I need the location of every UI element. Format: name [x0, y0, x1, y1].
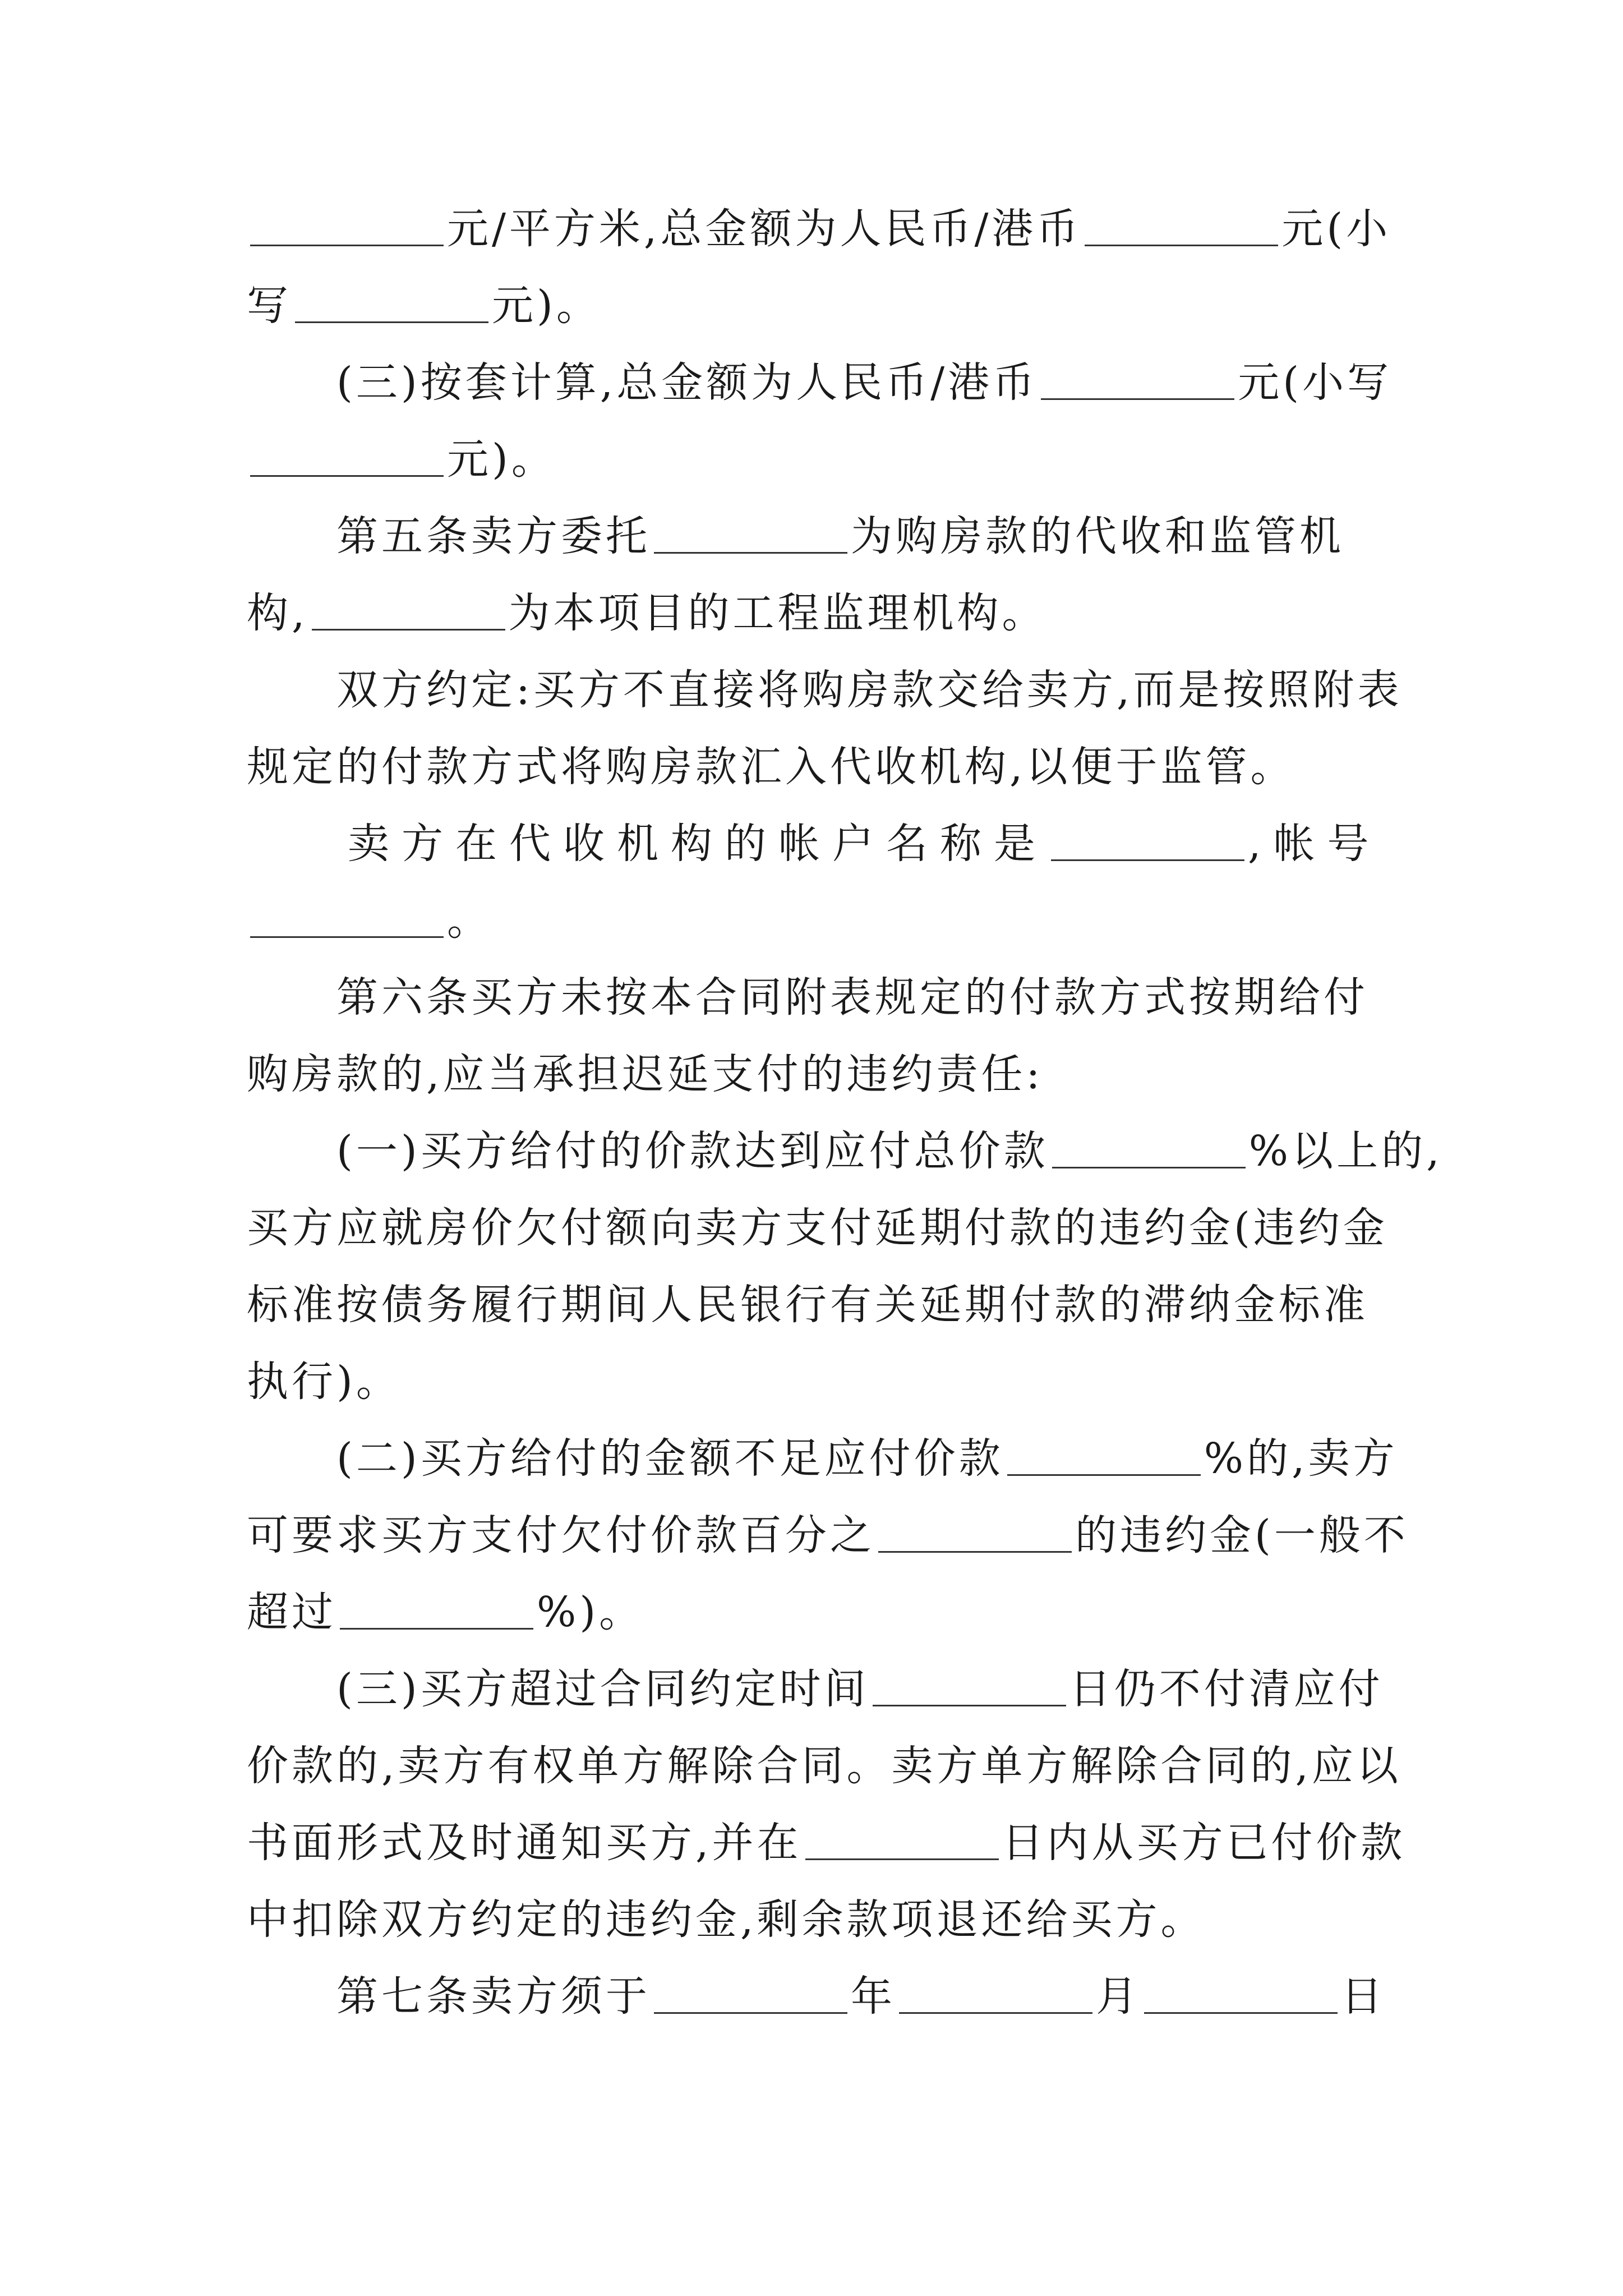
text-line: 中扣除双方约定的违约金,剩余款项退还给买方。: [247, 1895, 1206, 1944]
text-line: 标准按债务履行期间人民银行有关延期付款的滞纳金标准: [247, 1281, 1368, 1329]
text-line: [247, 1574, 1391, 1651]
fill-blank[interactable]: [805, 1819, 999, 1860]
text-line: [247, 1651, 1391, 1728]
text-segment: 第五条卖方委托: [336, 512, 651, 560]
paragraph-clause-2: [247, 1420, 1409, 1651]
text-segment: 月: [1096, 1972, 1141, 2021]
fill-blank[interactable]: [654, 513, 847, 554]
text-line: 购房款的,应当承担迟延支付的违约责任:: [247, 1050, 1044, 1098]
fill-blank[interactable]: [878, 1512, 1072, 1553]
text-segment: 元(小写: [1238, 358, 1393, 407]
fill-blank[interactable]: [654, 1973, 847, 2014]
text-line: [247, 498, 1391, 575]
text-line: [247, 575, 1391, 652]
text-line: [247, 421, 1391, 498]
text-segment: (三)买方超过合同约定时间: [336, 1665, 869, 1713]
text-line: 双方约定:买方不直接将购房款交给卖方,而是按照附表: [336, 666, 1403, 714]
text-segment: 元)。: [447, 435, 556, 484]
text-line: 价款的,卖方有权单方解除合同。卖方单方解除合同的,应以: [247, 1742, 1402, 1790]
fill-blank[interactable]: [1052, 1128, 1246, 1168]
text-segment: 可要求买方支付欠付价款百分之: [247, 1511, 875, 1559]
text-segment: %)。: [537, 1588, 644, 1636]
fill-blank[interactable]: [250, 205, 444, 246]
text-segment: 。: [447, 896, 492, 945]
text-segment: 日仍不付清应付: [1069, 1665, 1384, 1713]
text-segment: (二)买方给付的金额不足应付价款: [336, 1434, 1004, 1483]
fill-blank[interactable]: [340, 1589, 533, 1630]
text-segment: 构,: [247, 589, 308, 637]
text-line: [247, 191, 1391, 268]
text-segment: 元)。: [492, 282, 601, 330]
text-line: [247, 1420, 1398, 1497]
text-segment: 年: [851, 1972, 896, 2021]
fill-blank[interactable]: [1051, 820, 1244, 861]
text-segment: 为购房款的代收和监管机: [851, 512, 1344, 560]
text-segment: 写: [247, 282, 292, 330]
paragraph-clause-3: [247, 1651, 1406, 1958]
fill-blank[interactable]: [1085, 205, 1278, 246]
contract-text: [247, 191, 1443, 2035]
text-segment: 为本项目的工程监理机构。: [508, 589, 1047, 637]
text-segment: ,帐号: [1248, 820, 1381, 868]
fill-blank[interactable]: [899, 1973, 1092, 2014]
paragraph-price-per-sqm: [247, 191, 1391, 344]
text-line: [247, 268, 1391, 344]
fill-blank[interactable]: [295, 282, 488, 323]
text-line: [247, 344, 1391, 421]
text-segment: %的,卖方: [1204, 1434, 1398, 1483]
paragraph-article-7: [247, 1958, 1391, 2035]
paragraph-agreement: [247, 652, 1403, 806]
text-line: 第六条买方未按本合同附表规定的付款方式按期给付: [336, 973, 1368, 1022]
paragraph-per-unit: [247, 344, 1391, 498]
text-line: [247, 1497, 1409, 1574]
fill-blank[interactable]: [250, 436, 444, 477]
text-line: [247, 882, 1391, 959]
text-segment: 超过: [247, 1588, 336, 1636]
text-segment: (三)按套计算,总金额为人民币/港币: [336, 358, 1038, 407]
text-segment: 书面形式及时通知买方,并在: [247, 1819, 802, 1867]
paragraph-article-6: [247, 959, 1391, 1113]
paragraph-clause-1: [247, 1113, 1443, 1420]
text-line: [247, 1958, 1391, 2035]
text-line: [247, 1113, 1443, 1190]
text-segment: 的违约金(一般不: [1075, 1511, 1409, 1559]
text-segment: 元(小: [1281, 205, 1391, 253]
text-line: 执行)。: [247, 1358, 401, 1406]
text-line: 买方应就房价欠付额向卖方支付延期付款的违约金(违约金: [247, 1204, 1388, 1252]
fill-blank[interactable]: [250, 897, 444, 938]
fill-blank[interactable]: [873, 1665, 1066, 1706]
paragraph-article-5: [247, 498, 1391, 652]
text-segment: 卖方在代收机构的帐户名称是: [348, 820, 1048, 868]
text-line: 规定的付款方式将购房款汇入代收机构,以便于监管。: [247, 743, 1295, 791]
fill-blank[interactable]: [1007, 1435, 1201, 1476]
fill-blank[interactable]: [312, 590, 505, 631]
text-line: [247, 806, 1391, 882]
text-segment: 元/平方米,总金额为人民币/港币: [447, 205, 1082, 253]
fill-blank[interactable]: [1144, 1973, 1338, 2014]
paragraph-account: [247, 806, 1391, 959]
text-segment: %以上的,: [1248, 1127, 1443, 1175]
text-segment: (一)买方给付的价款达到应付总价款: [336, 1127, 1049, 1175]
text-segment: 日: [1341, 1972, 1386, 2021]
text-line: [247, 1805, 1406, 1881]
text-segment: 日内从买方已付价款: [1002, 1819, 1406, 1867]
fill-blank[interactable]: [1041, 359, 1234, 400]
text-segment: 第七条卖方须于: [336, 1972, 651, 2021]
